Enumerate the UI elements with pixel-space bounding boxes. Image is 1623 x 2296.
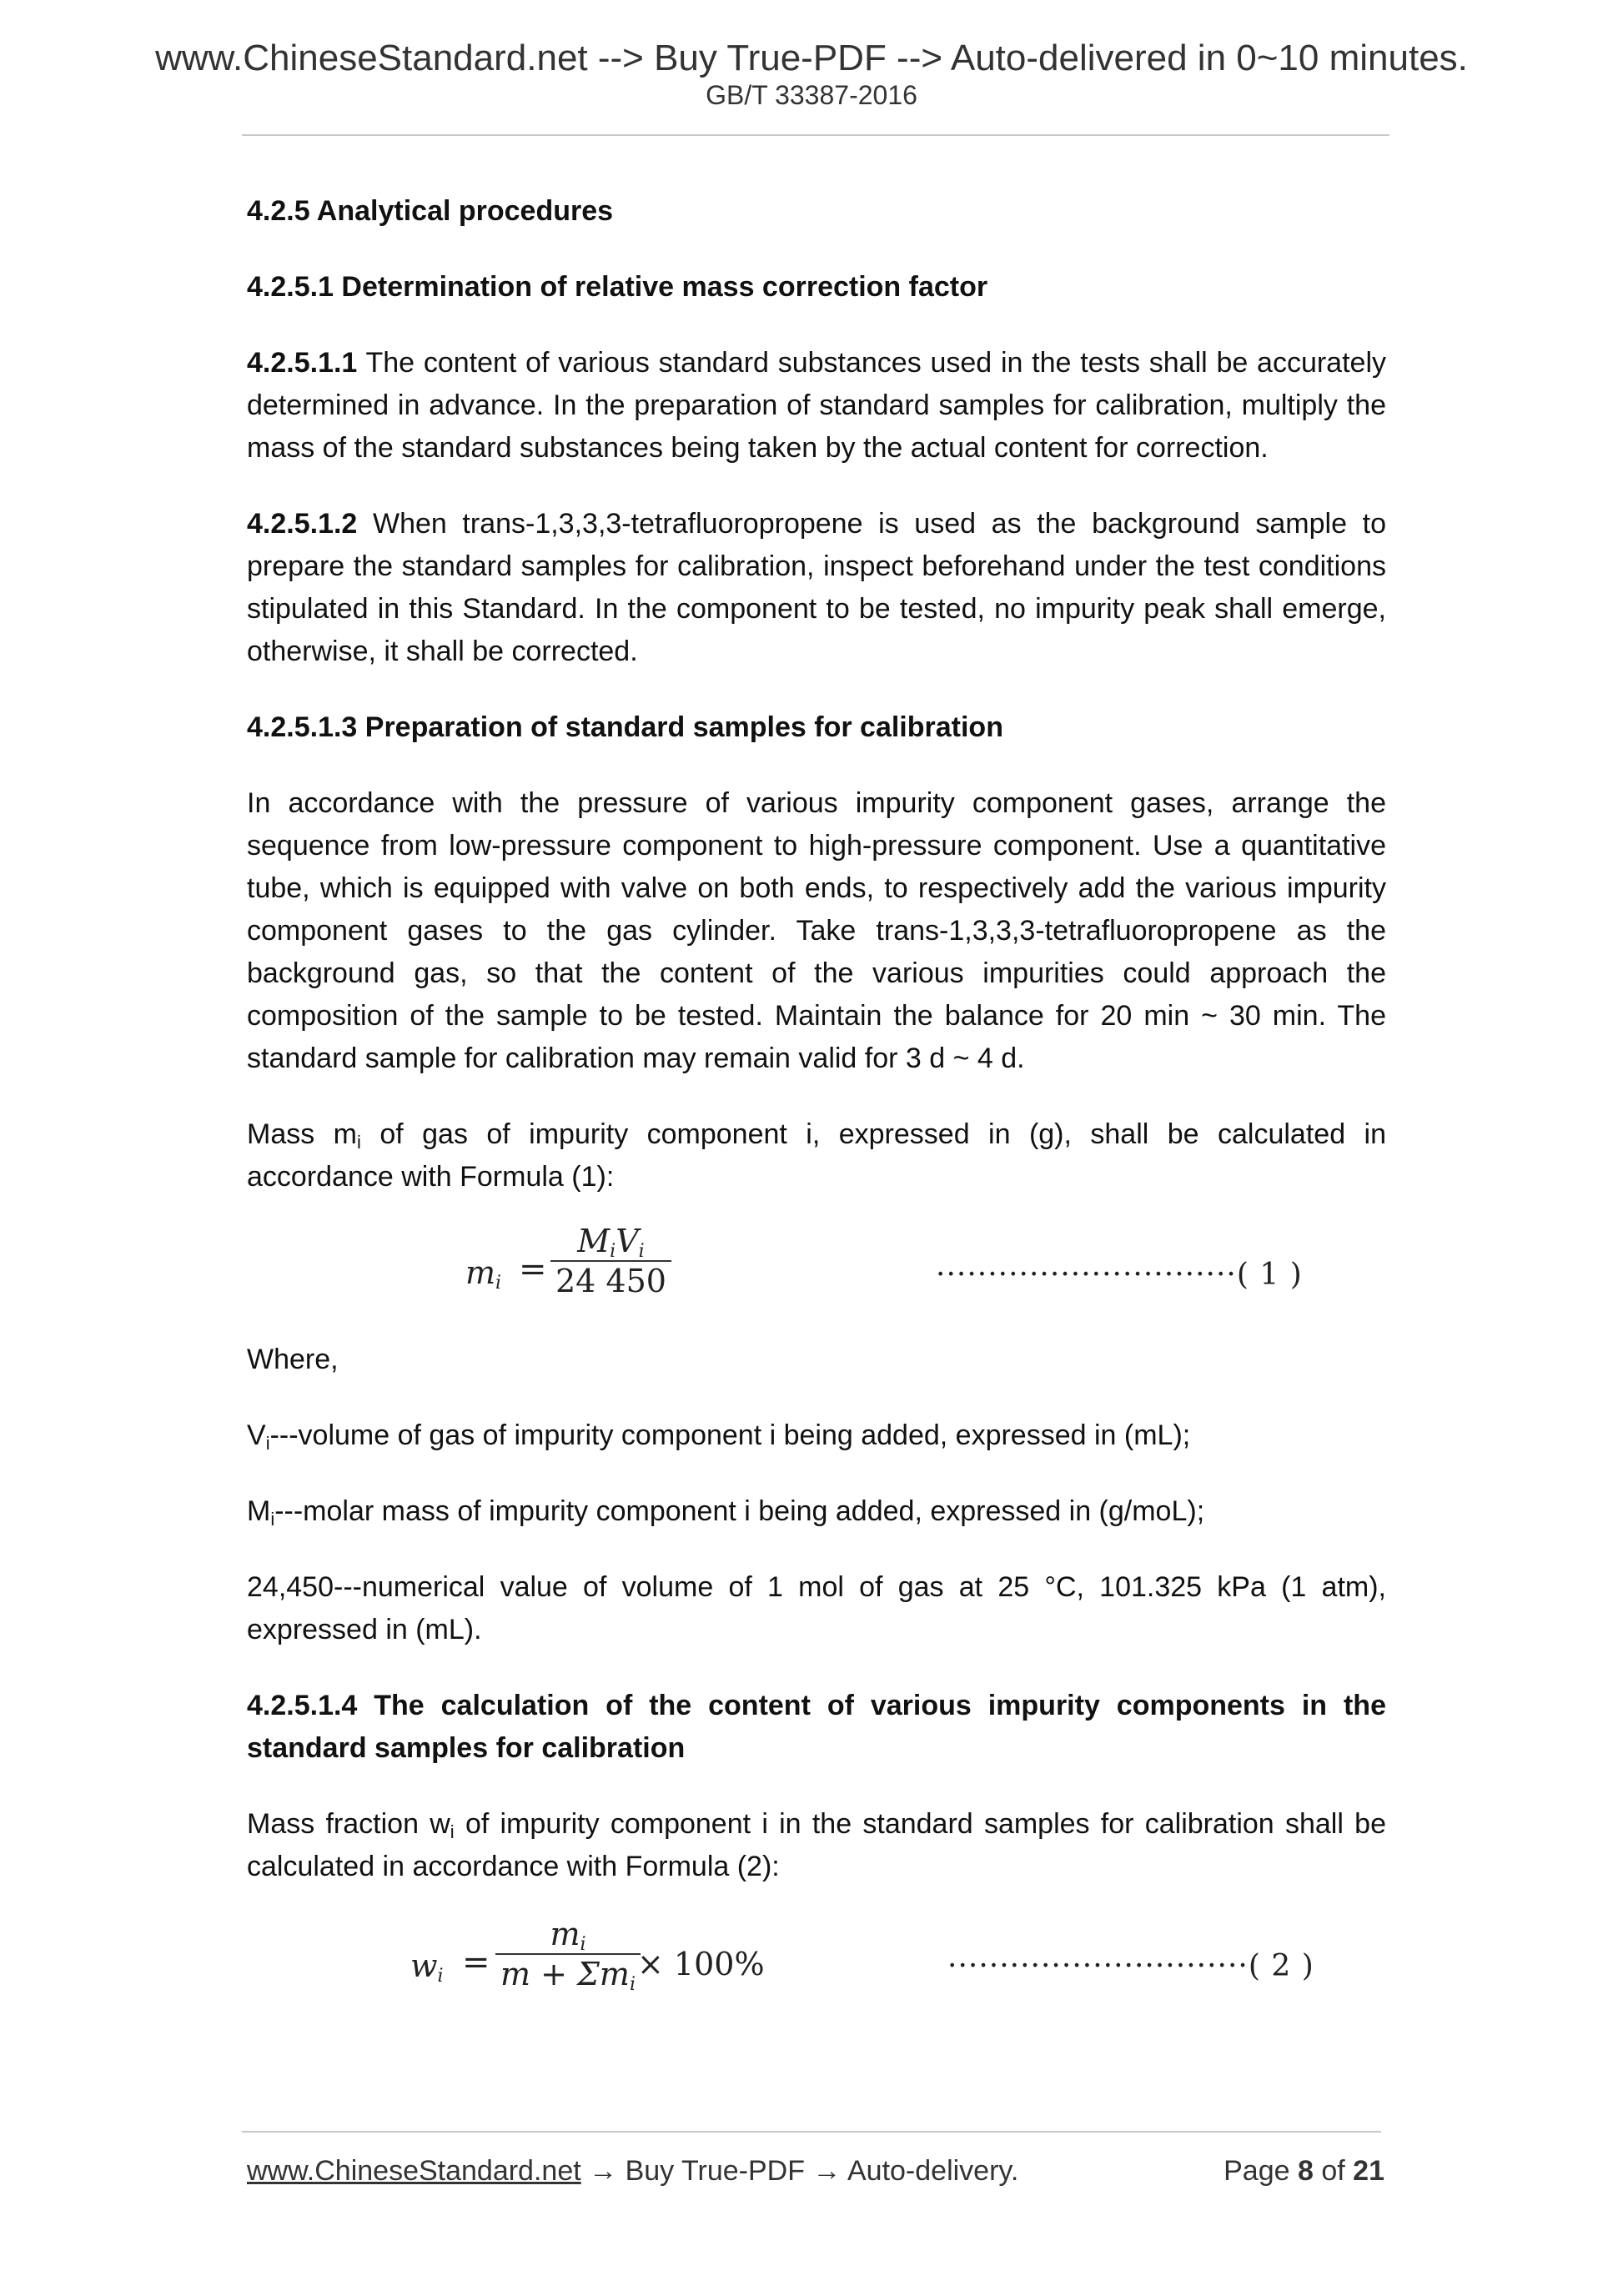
paragraph-4-2-5-1-2	[247, 503, 1386, 673]
paragraph-mass	[247, 1113, 1386, 1198]
formula-2-fraction	[495, 1915, 641, 1993]
formula-2-lhs: $w_i$	[410, 1947, 444, 1987]
definition-m	[247, 1490, 1386, 1533]
formula-1-equals: =	[519, 1250, 547, 1289]
formula-1-denominator: 24 450	[550, 1260, 671, 1300]
text: Mass m	[247, 1118, 357, 1150]
subscript: i	[265, 1433, 270, 1454]
paragraph-preparation: In accordance with the pressure of various impurity component gases, arrange the sequence from low-pressure component to high-pressure component. Use a quantitative tube, which is equipped with valve on both ends, to respectively add the various impurity component gases to the gas cylinder. Take trans-1,3,3,3-tetrafluoropropene as the background gas, so that the content of the various impurities could approach the composition of the sample to be tested. Maintain the balance for 20 min ~ 30 min. The standard sample for calibration may remain valid for 3 d ~ 4 d.	[247, 787, 1386, 1074]
formula-1-numerator: $M_iV_i$	[577, 1223, 645, 1262]
formula-1-fraction	[550, 1222, 671, 1300]
heading-4-2-5-1: 4.2.5.1 Determination of relative mass correction factor	[247, 271, 988, 303]
formula-1	[247, 1217, 1386, 1317]
clause-number: 4.2.5.1.2	[247, 508, 358, 540]
total-pages: 21	[1353, 2155, 1384, 2187]
page-content	[247, 185, 1386, 2008]
definition-v	[247, 1414, 1386, 1457]
paragraph-text: The content of various standard substances used in the tests shall be accurately determined in advance. In the preparation of standard samples for calibration, multiply the mass of the standard substances being taken by the actual content for correction.	[247, 347, 1386, 464]
formula-1-label: ( 1 )	[1236, 1258, 1303, 1292]
footer-link[interactable]: www.ChineseStandard.net	[247, 2155, 581, 2187]
top-banner[interactable]: www.ChineseStandard.net --> Buy True-PDF --> Auto-delivered in 0~10 minutes.	[155, 38, 1468, 78]
text: of impurity component i in the standard samples for calibration shall be calculated in accordance with Formula (2):	[247, 1808, 1386, 1882]
symbol: V	[247, 1419, 266, 1451]
subscript: i	[270, 1509, 275, 1530]
subscript: i	[450, 1821, 455, 1842]
footer-tagline: → Buy True-PDF → Auto-delivery.	[580, 2155, 1019, 2187]
text: Mass fraction w	[247, 1808, 450, 1840]
formula-1-leader: ·····························( 1 )	[936, 1258, 1303, 1292]
page-footer	[247, 2150, 1384, 2192]
current-page: 8	[1297, 2155, 1314, 2187]
formula-2	[247, 1908, 1386, 2008]
footer-divider	[242, 2131, 1381, 2133]
definition-24450: 24,450---numerical value of volume of 1 mol of gas at 25 °C, 101.325 kPa (1 atm), expressed in (mL).	[247, 1571, 1386, 1645]
paragraph-4-2-5-1-1	[247, 342, 1386, 470]
subscript: i	[357, 1132, 361, 1153]
text: ---volume of gas of impurity component i being added, expressed in (mL);	[269, 1419, 1191, 1451]
paragraph-mass-fraction	[247, 1803, 1386, 1888]
where-label: Where,	[247, 1344, 339, 1375]
formula-2-numerator: $m_i$	[550, 1916, 586, 1955]
paragraph-text: When trans-1,3,3,3-tetrafluoropropene is used as the background sample to prepare the standard samples for calibration, inspect beforehand under the test conditions stipulated in this Standard. In the component to be tested, no impurity peak shall emerge, otherwise, it shall be corrected.	[247, 508, 1386, 667]
formula-2-multiplier: × 100%	[637, 1946, 765, 1982]
formula-1-lhs: $m_i$	[465, 1254, 502, 1294]
text: ---molar mass of impurity component i being added, expressed in (g/moL);	[274, 1495, 1205, 1527]
page-indicator: Page 8 of 21	[1224, 2155, 1384, 2187]
symbol: M	[247, 1495, 271, 1527]
heading-4-2-5-1-4: 4.2.5.1.4 The calculation of the content of various impurity components in the standard samples for calibration	[247, 1690, 1386, 1764]
header-divider	[242, 134, 1389, 136]
heading-4-2-5: 4.2.5 Analytical procedures	[247, 195, 614, 227]
formula-2-leader: ·····························( 2 )	[947, 1949, 1314, 1983]
heading-4-2-5-1-3: 4.2.5.1.3 Preparation of standard samples for calibration	[247, 711, 1003, 743]
formula-2-denominator: $m + \Sigma m_i$	[495, 1953, 641, 1993]
text: of gas of impurity component i, expressed in (g), shall be calculated in accordance with Formula (1):	[247, 1118, 1386, 1193]
formula-2-equals: =	[462, 1943, 490, 1982]
clause-number: 4.2.5.1.1	[247, 347, 358, 379]
formula-2-label: ( 2 )	[1248, 1949, 1314, 1983]
document-code: GB/T 33387-2016	[706, 80, 917, 110]
